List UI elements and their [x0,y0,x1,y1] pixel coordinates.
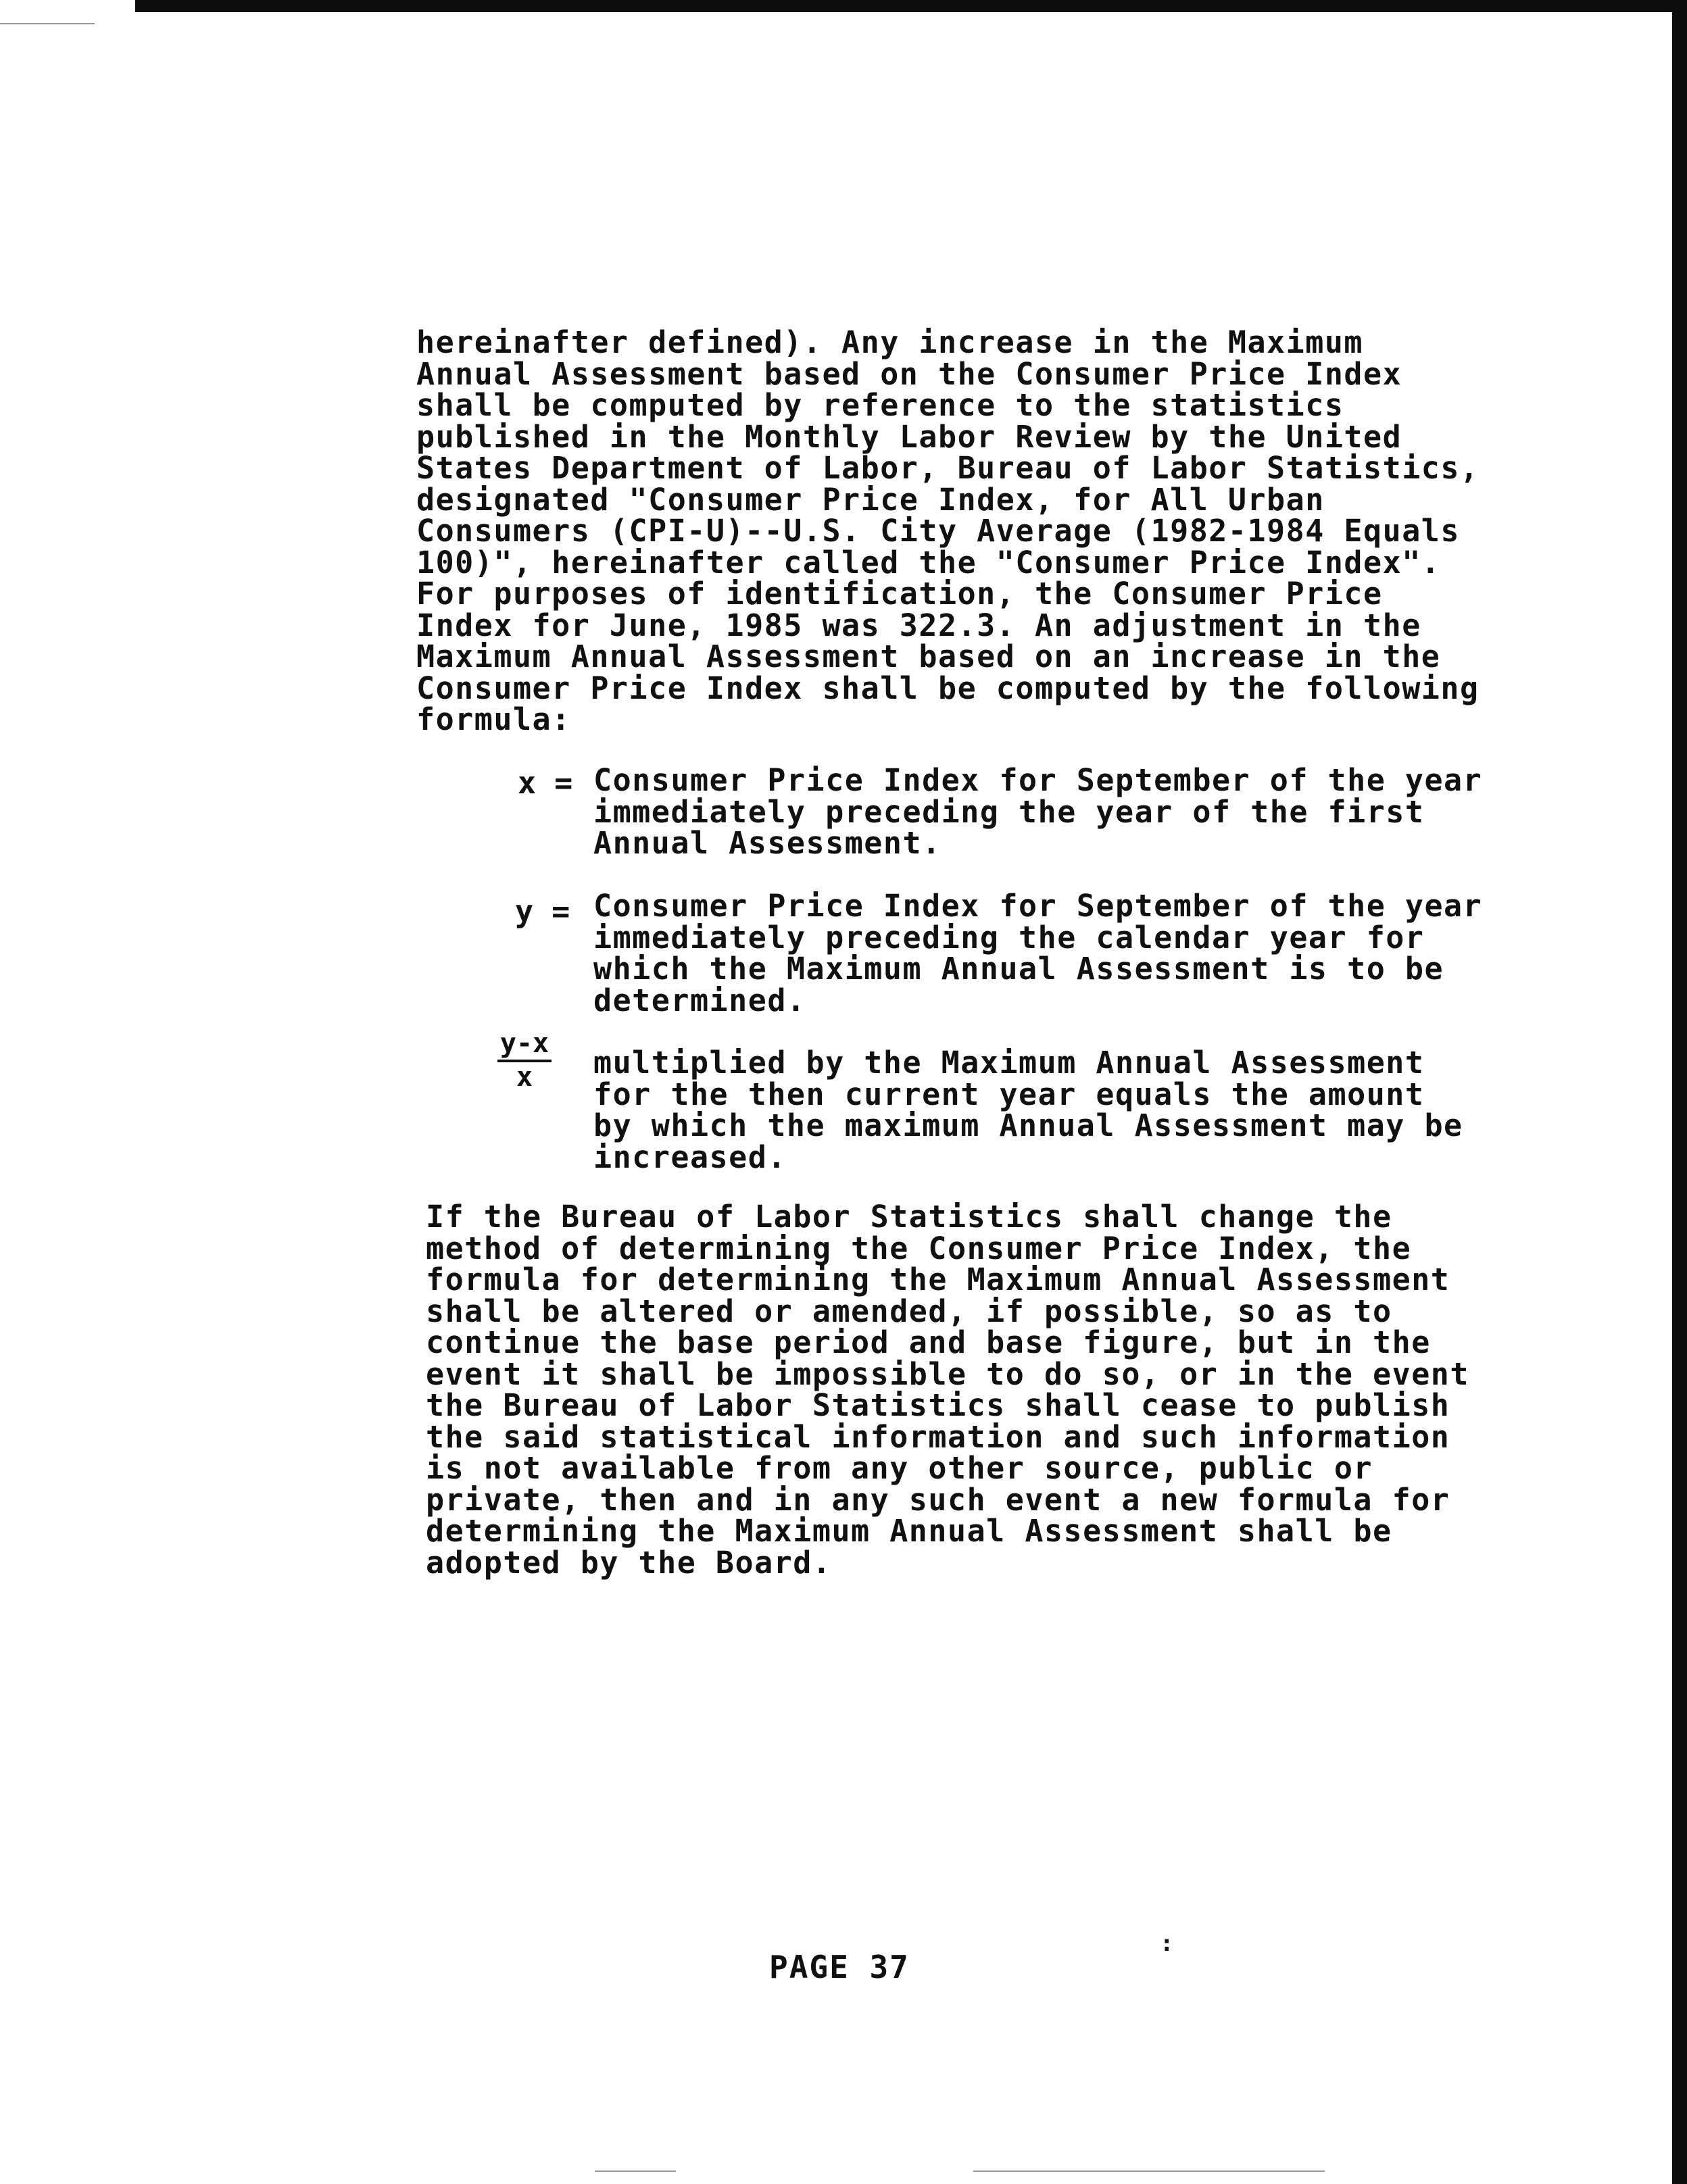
scan-artifact-line [0,23,95,24]
formula-variable-x-label: x = [518,765,573,801]
formula-variable-y-label: y = [515,893,570,929]
fraction-numerator: y-x [497,1028,552,1062]
formula-variable-x-definition: Consumer Price Index for September of the year immediately preceding the year of the first Annual Assessment. [593,762,1483,861]
scan-border-right [1672,0,1687,2184]
page-number: PAGE 37 [769,1949,910,1985]
scan-artifact-line [595,2170,676,2172]
formula-variable-y-definition: Consumer Price Index for September of the year immediately preceding the calendar year for which the Maximum Annual Assessment is to be determined. [593,888,1483,1018]
scan-artifact-mark: : [1160,1930,1174,1957]
scan-artifact-line [973,2170,1325,2172]
formula-fraction [497,1028,552,1092]
fraction-denominator: x [516,1062,533,1093]
body-paragraph-bls-change: If the Bureau of Labor Statistics shall change the method of determining the Consumer Price Index, the formula for determining the Maximum Annual Assessment shall be altered or amended, if possible, so as to continue the base period and base figure, but in the event it shall be impossible to do so, or in the event the Bureau of Labor Statistics shall cease to publish the said statistical information and such information is not available from any other source, public or private, then and in any such event a new formula for determining the Maximum Annual Assessment shall be adopted by the Board. [426,1199,1469,1581]
formula-fraction-definition: multiplied by the Maximum Annual Assessment for the then current year equals the amount by which the maximum Annual Assessment may be increased. [593,1045,1463,1175]
body-paragraph-intro: hereinafter defined). Any increase in the Maximum Annual Assessment based on the Consumer Price Index shall be computed by reference to the statistics published in the Monthly Labor Review by the United States Department of Labor, Bureau of Labor Statistics, designated "Consumer Price Index, for All Urban Consumers (CPI-U)--U.S. City Average (1982-1984 Equals 100)", hereinafter called the "Consumer Price Index". For purposes of identification, the Consumer Price Index for June, 1985 was 322.3. An adjustment in the Maximum Annual Assessment based on an increase in the Consumer Price Index shall be computed by the following formula: [416,324,1480,737]
scan-border-top [135,0,1687,12]
